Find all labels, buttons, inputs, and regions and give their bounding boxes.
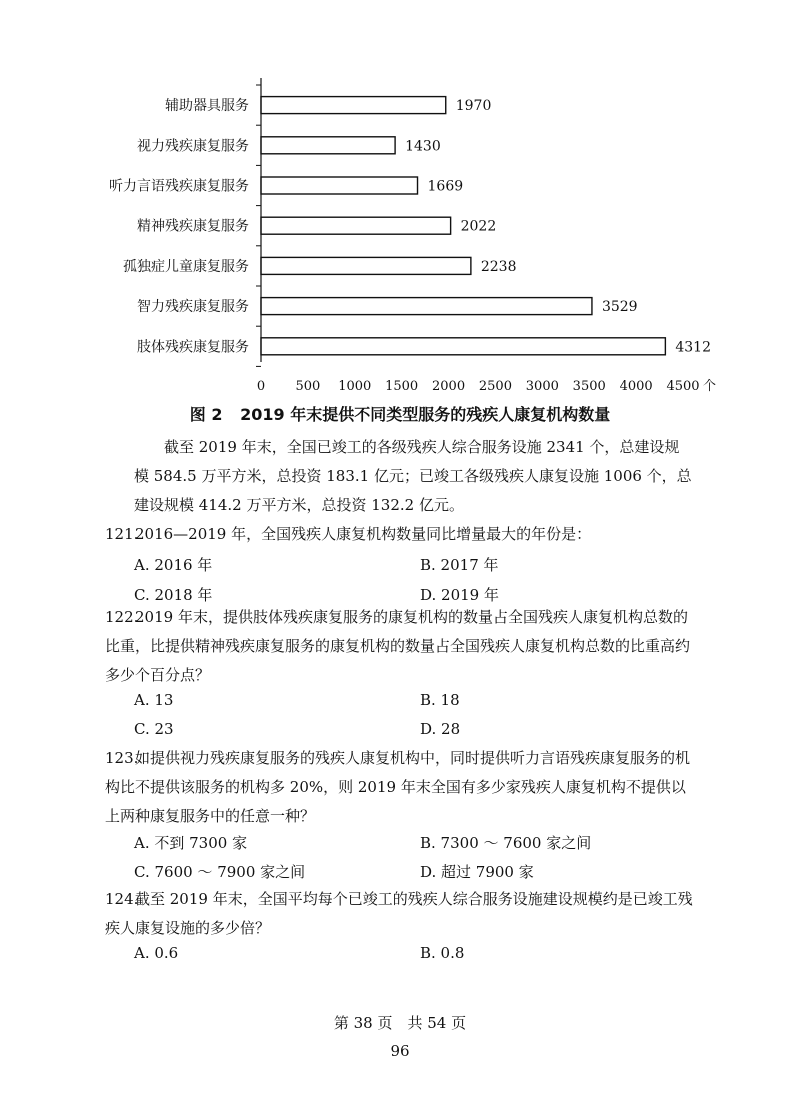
question-text: 截至 2019 年末，全国平均每个已竣工的残疾人综合服务设施建设规模约是已竣工残疾人康复设施的多少倍？ (105, 890, 693, 937)
x-tick-label: 1000 (338, 379, 372, 394)
x-tick-label: 4000 (619, 379, 653, 394)
bar (261, 217, 451, 234)
option-d[interactable]: D. 28 (420, 720, 461, 738)
chart-caption-title: 2019 年末提供不同类型服务的残疾人康复机构数量 (240, 405, 611, 424)
x-tick-label: 2000 (432, 379, 466, 394)
x-tick-label: 2500 (478, 379, 512, 394)
bar (261, 97, 446, 114)
option-b[interactable]: B. 18 (420, 691, 460, 709)
option-a[interactable]: A. 13 (134, 691, 174, 709)
x-unit-label: 个 (703, 379, 717, 394)
category-label: 孤独症儿童康复服务 (123, 258, 249, 275)
option-b[interactable]: B. 7300 ～ 7600 家之间 (420, 834, 592, 852)
value-label: 2238 (480, 258, 517, 275)
category-label: 肢体残疾康复服务 (137, 339, 249, 356)
x-tick-label: 1500 (385, 379, 419, 394)
category-label: 听力言语残疾康复服务 (109, 178, 249, 195)
page-indicator: 第 38 页 共 54 页 (333, 1014, 467, 1032)
question-number: 122. (105, 608, 139, 626)
intro-paragraph (134, 433, 694, 520)
option-a[interactable]: A. 0.6 (134, 944, 179, 962)
bar (261, 137, 395, 154)
value-label: 3529 (601, 299, 638, 316)
bar (261, 338, 665, 355)
chart-caption (0, 402, 800, 425)
category-label: 视力残疾康复服务 (137, 138, 249, 155)
category-label: 智力残疾康复服务 (137, 299, 249, 316)
value-label: 1430 (405, 138, 441, 155)
question-122 (105, 603, 695, 690)
question-number: 124. (105, 890, 139, 908)
option-d[interactable]: D. 2019 年 (420, 586, 499, 604)
page-number: 96 (390, 1042, 410, 1060)
x-tick-label: 4500 (666, 379, 700, 394)
value-label: 1669 (427, 178, 464, 195)
question-121 (105, 520, 695, 549)
question-text: 如提供视力残疾康复服务的残疾人康复机构中，同时提供听力言语残疾康复服务的机构比不提供该服务的机构多 20%，则 2019 年末全国有多少家残疾人康复机构不提供以上两种康复服务中的任意一种？ (105, 749, 691, 825)
question-text: 2016—2019 年，全国残疾人康复机构数量同比增量最大的年份是： (135, 525, 592, 543)
option-c[interactable]: C. 2018 年 (134, 586, 213, 604)
bar (261, 177, 418, 194)
value-label: 1970 (455, 98, 492, 115)
bar-chart (0, 0, 800, 400)
question-124 (105, 885, 695, 943)
option-a[interactable]: A. 2016 年 (134, 556, 213, 574)
option-b[interactable]: B. 0.8 (420, 944, 465, 962)
x-tick-label: 0 (256, 379, 266, 394)
x-tick-label: 3500 (572, 379, 606, 394)
option-a[interactable]: A. 不到 7300 家 (134, 834, 248, 852)
option-d[interactable]: D. 超过 7900 家 (420, 863, 534, 881)
category-label: 精神残疾康复服务 (137, 218, 249, 235)
chart-caption-number: 图 2 (189, 405, 223, 424)
question-text: 2019 年末，提供肢体残疾康复服务的康复机构的数量占全国残疾人康复机构总数的比重，比提供精神残疾康复服务的康复机构的数量占全国残疾人康复机构总数的比重高约多少个百分点？ (105, 608, 691, 684)
question-number: 121. (105, 525, 139, 543)
bar (261, 298, 592, 315)
question-number: 123. (105, 749, 139, 767)
option-c[interactable]: C. 7600 ～ 7900 家之间 (134, 863, 306, 881)
x-tick-label: 3000 (525, 379, 559, 394)
x-tick-label: 500 (295, 379, 321, 394)
category-label: 辅助器具服务 (165, 98, 249, 115)
option-c[interactable]: C. 23 (134, 720, 174, 738)
bar (261, 257, 471, 274)
intro-text: 截至 2019 年末，全国已竣工的各级残疾人综合服务设施 2341 个，总建设规模 584.5 万平方米，总投资 183.1 亿元；已竣工各级残疾人康复设施 1006 个，总建设规模 414.2 万平方米，总投资 132.2 亿元。 (134, 438, 692, 514)
question-123 (105, 744, 695, 831)
value-label: 4312 (675, 339, 712, 356)
option-b[interactable]: B. 2017 年 (420, 556, 499, 574)
value-label: 2022 (460, 218, 497, 235)
